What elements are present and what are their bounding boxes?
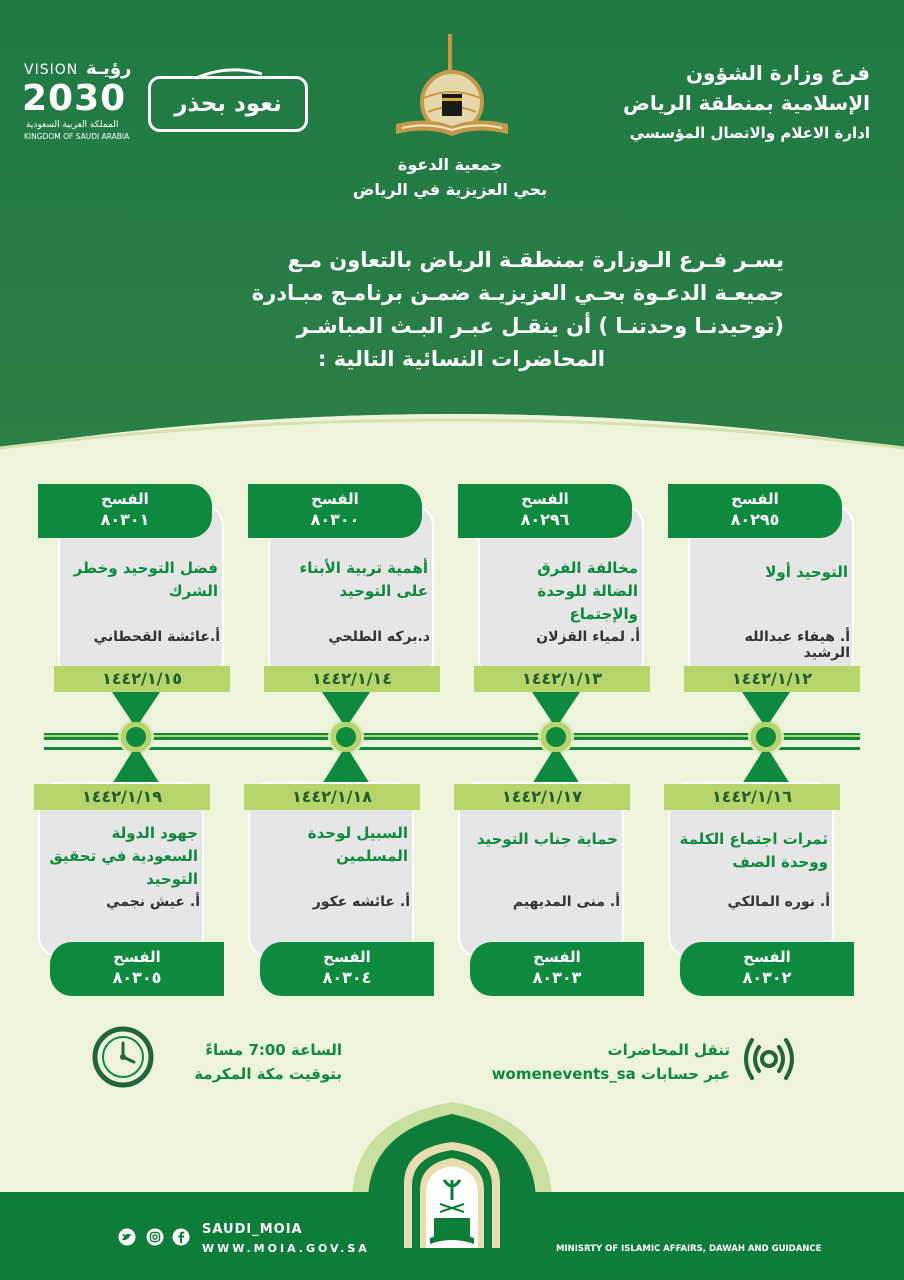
- vision-ruya: رؤيـة: [86, 58, 132, 79]
- intro-line-1: يسـر فـرع الـوزارة بمنطقـة الرياض بالتعاون مـع: [287, 248, 784, 272]
- lecture-title: حماية جناب التوحيد: [476, 830, 618, 848]
- lecture-title: مخالفة الفرق الضالة للوحدة والإجتماع: [537, 559, 638, 623]
- lecture-date: ١٤٤٢/١/١٧: [454, 784, 630, 810]
- intro-last-line: المحاضرات النسائية التالية :: [317, 347, 605, 371]
- lecture-date: ١٤٤٢/١/١٦: [664, 784, 840, 810]
- lecture-room: الفسح: [731, 490, 779, 508]
- lecture-speaker: أ. منى المديهيم: [512, 894, 620, 910]
- website-link[interactable]: WWW.MOIA.GOV.SA: [202, 1242, 370, 1255]
- lecture-speaker: أ.عائشة القحطاني: [93, 629, 220, 645]
- intro-paragraph: [120, 244, 784, 343]
- slogan-swoosh-icon: [194, 66, 264, 80]
- lecture-title: جهود الدولة السعودية في تحقيق التوحيد: [49, 824, 198, 888]
- lecture-channel-tab: [680, 942, 854, 996]
- lecture-code: ٨٠٣٠٣: [532, 968, 582, 987]
- ministry-emblem: [400, 1140, 504, 1250]
- lecture-room: الفسح: [311, 490, 359, 508]
- social-handle: SAUDI_MOIA: [202, 1222, 303, 1237]
- clock-icon: [92, 1026, 154, 1088]
- time-info: [162, 1038, 342, 1086]
- intro-line-3: (توحيدنـا وحدتنـا ) أن ينقـل عبـر البـث المباشـر: [296, 314, 784, 338]
- broadcast-icon: [738, 1032, 800, 1086]
- association-name-line1: جمعية الدعوة: [397, 155, 503, 174]
- lecture-speaker: أ. عائشه عكور: [312, 894, 410, 910]
- stream-info: [440, 1038, 730, 1086]
- lecture-date: ١٤٤٢/١/١٩: [34, 784, 210, 810]
- lecture-speaker: أ. نوره المالكي: [727, 894, 830, 910]
- lecture-code: ٨٠٣٠٤: [322, 968, 372, 987]
- time-line-2: بتوقيت مكة المكرمة: [194, 1065, 342, 1083]
- lecture-channel-tab: [458, 484, 632, 538]
- lecture-room: الفسح: [101, 490, 149, 508]
- slogan-badge: [148, 76, 308, 132]
- lecture-date: ١٤٤٢/١/١٤: [264, 666, 440, 692]
- lecture-room: الفسح: [113, 948, 161, 966]
- ministry-department: ادارة الاعلام والاتصال المؤسسي: [629, 124, 870, 142]
- lecture-code: ٨٠٣٠١: [100, 510, 150, 529]
- facebook-icon[interactable]: [172, 1228, 190, 1246]
- lecture-speaker: أ. لمياء القزلان: [536, 629, 640, 645]
- vision-kingdom-en: KINGDOM OF SAUDI ARABIA: [24, 132, 130, 141]
- lecture-code: ٨٠٣٠٠: [310, 510, 360, 529]
- lecture-code: ٨٠٢٩٦: [520, 510, 570, 529]
- lecture-channel-tab: [248, 484, 422, 538]
- lecture-date: ١٤٤٢/١/١٥: [54, 666, 230, 692]
- association-name: [300, 152, 600, 202]
- time-line-1: الساعة 7:00 مساءً: [205, 1041, 342, 1059]
- lecture-title: أهمية تربية الأبناء على التوحيد: [299, 559, 428, 600]
- twitter-icon[interactable]: [118, 1228, 136, 1246]
- ministry-title-line2: الإسلامية بمنطقة الرياض: [622, 91, 870, 115]
- vision-2030: 2030: [22, 78, 127, 119]
- lecture-speaker: د.بركه الطلحي: [328, 629, 430, 645]
- association-name-line2: بحي العزيزية في الرياض: [352, 180, 548, 199]
- lecture-title: فضل التوحيد وخطر الشرك: [73, 559, 218, 600]
- vision-kingdom-ar: المملكة العربية السعودية: [26, 120, 119, 130]
- lecture-room: الفسح: [521, 490, 569, 508]
- ministry-title-line1: فرع وزارة الشؤون: [685, 61, 870, 85]
- lecture-code: ٨٠٣٠٥: [112, 968, 162, 987]
- lecture-title: السبيل لوحدة المسلمين: [307, 824, 408, 865]
- lecture-room: الفسح: [743, 948, 791, 966]
- vision-word: VISION: [24, 62, 79, 78]
- lecture-date: ١٤٤٢/١/١٣: [474, 666, 650, 692]
- ministry-title: [540, 58, 870, 118]
- stream-line-1: تنقل المحاضرات: [607, 1041, 730, 1059]
- stream-line-2: عبر حسابات womenevents_sa: [491, 1065, 730, 1083]
- timeline-connectors: [0, 690, 904, 790]
- lecture-speaker: أ. هيفاء عبدالله الرشيد: [744, 629, 850, 661]
- lecture-room: الفسح: [533, 948, 581, 966]
- lecture-code: ٨٠٢٩٥: [730, 510, 780, 529]
- lecture-title: ثمرات اجتماع الكلمة ووحدة الصف: [679, 830, 828, 871]
- lecture-channel-tab: [668, 484, 842, 538]
- lecture-speaker: أ. عيش نجمي: [106, 894, 200, 910]
- association-logo: [388, 32, 516, 150]
- slogan-text: نعود بحذر: [174, 91, 282, 117]
- lecture-channel-tab: [260, 942, 434, 996]
- lecture-title: التوحيد أولا: [765, 563, 848, 581]
- lecture-channel-tab: [50, 942, 224, 996]
- lecture-date: ١٤٤٢/١/١٨: [244, 784, 420, 810]
- lecture-room: الفسح: [323, 948, 371, 966]
- lecture-date: ١٤٤٢/١/١٢: [684, 666, 860, 692]
- ministry-name-en: MINISRTY OF ISLAMIC AFFAIRS, DAWAH AND GUIDANCE: [556, 1244, 822, 1254]
- intro-line-2: جميعـة الدعـوة بحـي العزيزيـة ضمـن برنامـج مبـادرة: [251, 281, 784, 305]
- lecture-code: ٨٠٣٠٢: [742, 968, 792, 987]
- lecture-channel-tab: [38, 484, 212, 538]
- lecture-channel-tab: [470, 942, 644, 996]
- instagram-icon[interactable]: [146, 1228, 164, 1246]
